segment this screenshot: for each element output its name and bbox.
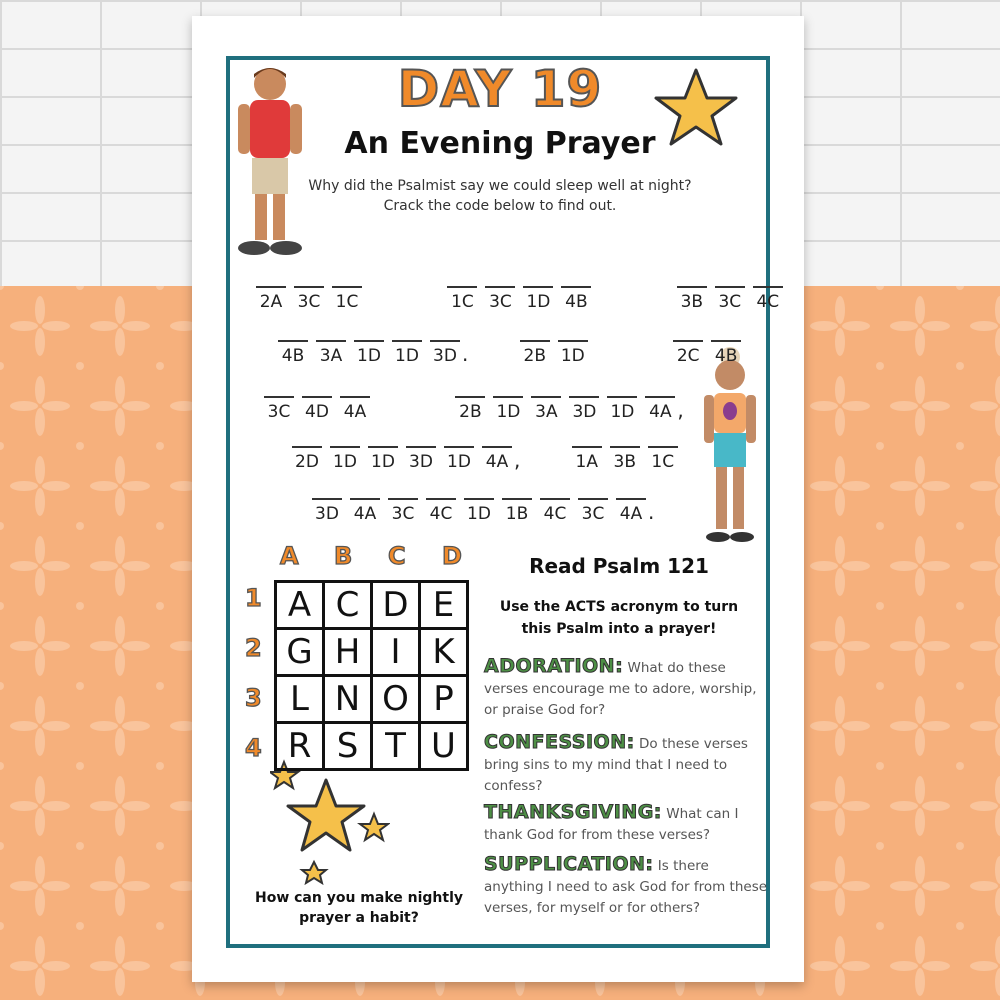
code-blank: 4C [540, 498, 570, 524]
code-blank: 3A [316, 340, 346, 366]
code-blank: 3C [715, 286, 745, 312]
punctuation: , [514, 448, 521, 472]
row-label: 1 [245, 584, 262, 612]
code-blank: 1C [447, 286, 477, 312]
code-blank: 3D [569, 396, 599, 422]
code-word [447, 292, 599, 312]
code-word [278, 346, 468, 366]
code-blank: 4A [350, 498, 380, 524]
code-blank: 1C [332, 286, 362, 312]
grid-cell: R [276, 723, 324, 770]
code-blank: 1C [648, 446, 678, 472]
code-blank: 1D [330, 446, 360, 472]
code-blank: 4C [426, 498, 456, 524]
code-blank: 3D [430, 340, 460, 366]
stars-cluster-icon [270, 758, 390, 886]
page-title: An Evening Prayer [344, 126, 656, 161]
code-blank: 1D [558, 340, 588, 366]
column-label: D [442, 542, 462, 570]
grid-cell: N [324, 676, 372, 723]
code-word [292, 452, 520, 472]
row-label: 2 [245, 634, 262, 662]
code-line-4 [292, 446, 686, 472]
column-label: B [334, 542, 353, 570]
supplication-text: Is there anything I need to ask God for from these verses, for myself or for others? [484, 858, 768, 916]
grid-cell: H [324, 629, 372, 676]
code-blank: 3B [677, 286, 707, 312]
code-blank: 3B [610, 446, 640, 472]
code-line-2 [278, 340, 749, 366]
confession-text: Do these verses bring sins to my mind that I need to confess? [484, 736, 748, 794]
code-word [312, 504, 654, 524]
supplication-label: SUPPLICATION: [484, 853, 654, 875]
code-blank: 1D [607, 396, 637, 422]
code-blank: 4B [711, 340, 741, 366]
thanksgiving-step [484, 802, 769, 846]
habit-line-1: How can you make nightly [254, 890, 464, 906]
adoration-text: What do these verses encourage me to adore, worship, or praise God for? [484, 660, 757, 718]
grid-cell: G [276, 629, 324, 676]
grid-cell: L [276, 676, 324, 723]
code-word [520, 346, 596, 366]
code-blank: 1B [502, 498, 532, 524]
punctuation: . [648, 500, 655, 524]
grid-cell: D [372, 582, 420, 629]
confession-label: CONFESSION: [484, 731, 635, 753]
code-line-5 [312, 498, 664, 524]
code-word [256, 292, 370, 312]
punctuation: . [462, 342, 469, 366]
question-text [0, 176, 1000, 216]
code-blank: 3A [531, 396, 561, 422]
code-blank: 1D [493, 396, 523, 422]
grid-cell: S [324, 723, 372, 770]
code-blank: 1D [368, 446, 398, 472]
adoration-step [484, 656, 769, 721]
grid-cell: U [420, 723, 468, 770]
code-word [677, 292, 791, 312]
column-label: C [388, 542, 406, 570]
code-blank: 1D [523, 286, 553, 312]
row-label: 3 [245, 684, 262, 712]
code-blank: 3D [406, 446, 436, 472]
code-word [673, 346, 749, 366]
code-blank: 2B [455, 396, 485, 422]
code-blank: 3C [264, 396, 294, 422]
habit-question [244, 888, 474, 928]
code-line-1 [256, 286, 791, 312]
code-blank: 4B [561, 286, 591, 312]
code-blank: 2B [520, 340, 550, 366]
code-line-3 [264, 396, 694, 422]
habit-line-2: prayer a habit? [299, 910, 419, 926]
code-blank: 3C [578, 498, 608, 524]
grid-cell: T [372, 723, 420, 770]
grid-cell: O [372, 676, 420, 723]
day-heading: DAY 19 [397, 60, 603, 118]
grid-cell: P [420, 676, 468, 723]
grid-cell: C [324, 582, 372, 629]
code-blank: 4B [278, 340, 308, 366]
row-label: 4 [245, 734, 262, 762]
grid-cell: A [276, 582, 324, 629]
code-blank: 2D [292, 446, 322, 472]
column-label: A [280, 542, 299, 570]
code-blank: 4A [482, 446, 512, 472]
question-line-2: Crack the code below to find out. [383, 198, 617, 214]
punctuation: , [677, 398, 684, 422]
code-blank: 1D [354, 340, 384, 366]
code-blank: 3C [294, 286, 324, 312]
confession-step [484, 732, 769, 797]
code-blank: 1D [444, 446, 474, 472]
code-word [455, 402, 683, 422]
code-word [572, 452, 686, 472]
acts-instruction [484, 596, 754, 640]
question-line-1: Why did the Psalmist say we could sleep well at night? [308, 178, 692, 194]
cipher-key-grid [274, 580, 469, 771]
code-blank: 2A [256, 286, 286, 312]
code-blank: 4A [645, 396, 675, 422]
code-blank: 3D [312, 498, 342, 524]
code-blank: 1A [572, 446, 602, 472]
acts-line-1: Use the ACTS acronym to turn [499, 599, 739, 615]
code-blank: 1D [392, 340, 422, 366]
code-blank: 4A [616, 498, 646, 524]
acts-line-2: this Psalm into a prayer! [521, 621, 717, 637]
thanksgiving-text: What can I thank God for from these verses? [484, 806, 739, 843]
code-word [264, 402, 378, 422]
code-blank: 4C [753, 286, 783, 312]
grid-cell: E [420, 582, 468, 629]
code-blank: 1D [464, 498, 494, 524]
code-blank: 3C [485, 286, 515, 312]
girl-illustration [696, 345, 764, 550]
code-blank: 2C [673, 340, 703, 366]
code-blank: 4A [340, 396, 370, 422]
code-blank: 4D [302, 396, 332, 422]
code-blank: 3C [388, 498, 418, 524]
grid-cell: I [372, 629, 420, 676]
read-psalm-heading: Read Psalm 121 [529, 554, 709, 578]
supplication-step [484, 854, 769, 919]
thanksgiving-label: THANKSGIVING: [484, 801, 662, 823]
grid-cell: K [420, 629, 468, 676]
adoration-label: ADORATION: [484, 655, 624, 677]
